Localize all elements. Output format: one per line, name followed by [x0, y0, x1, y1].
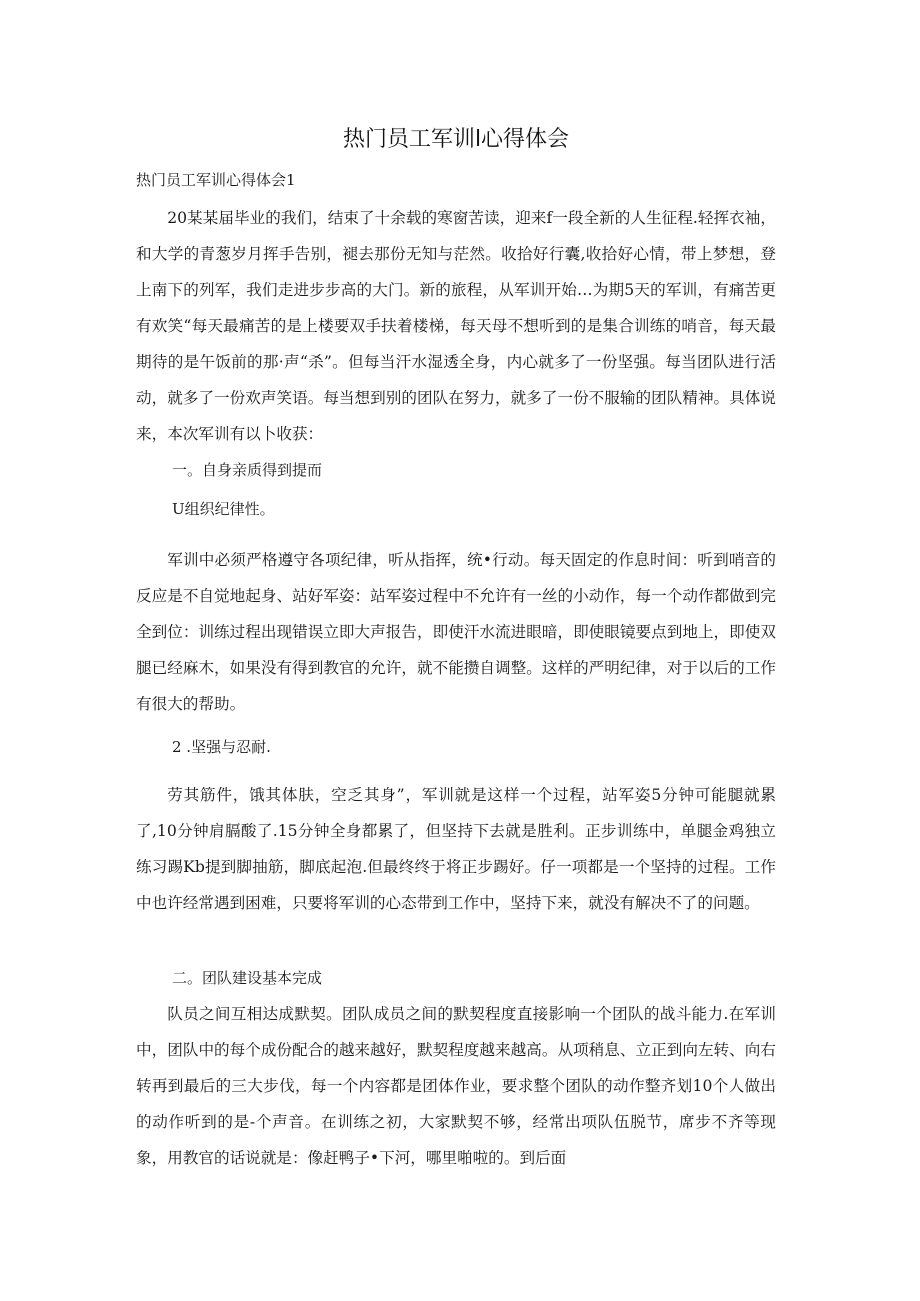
paragraph-discipline: 军训中必须严格遵守各项纪律，听从指挥，统•行动。每天固定的作息时间：听到哨音的反应是不自觉地起身、站好军姿：站军姿过程中不允许有一丝的小动作，每一个动作都做到完全到位：训练过程出现错误立即大声报告，即使汗水流进眼暗，即使眼镜要点到地上，即使双腿已经麻木，如果没有得到教官的允许，就不能攒自调整。这样的严明纪律，对于以后的工作有很大的帮助。	[136, 551, 776, 713]
paragraph-team: 队员之间互相达成默契。团队成员之间的默契程度直接影响一个团队的战斗能力.在军训中，团队中的每个成份配合的越来越好，默契程度越来越高。从项稍息、立正到向左转、向右转再到最后的三大步伐，每一个内容都是团体作业，要求整个团队的动作整齐划10个人做出的动作听到的是-个声音。在训练之初，大家默契不够，经常出项队伍脱节，席步不齐等现象，用教官的话说就是：像赶鸭子•下河，哪里啪啦的。到后面	[136, 1005, 776, 1167]
document-subtitle: 热门员工军训心得体会1	[136, 171, 296, 189]
paragraph-intro: 20某某届毕业的我们，结束了十余载的寒窗苦读，迎来f一段全新的人生征程.轻挥衣袖，和大学的青葱岁月挥手告别，褪去那份无知与茫然。收拾好行囊,收拾好心情，带上梦想，登上南下的列军，我们走进步步高的大门。新的旅程，从军训开始…为期5天的军训，有痛苦更有欢笑“每天最痛苦的是上楼要双手扶着楼梯，每天母不想听到的是集合训练的哨音，每天最期待的是午饭前的那·声“杀”。但每当汗水湿透全身，内心就多了一份坚强。每当团队进行活动，就多了一份欢声笑语。每当想到别的团队在努力，就多了一份不服输的团队精神。具体说来，本次军训有以卜收获：	[136, 209, 776, 443]
paragraph-persistence: 劳其筋件，饿其体肤，空乏其身”，军训就是这样一个过程，站军姿5分钟可能腿就累了,10分钟肩膈酸了.15分钟全身都累了，但坚持下去就是胜利。正步训练中，单腿金鸡独立练习踢Kb提到脚抽筋，脚底起泡.但最终终于将正步踢好。仔一项都是一个坚持的过程。工作中也许经常遇到困难，只要将军训的心态带到工作中，坚持下来，就没有解决不了的问题。	[136, 786, 776, 912]
heading-persistence: 2 .坚强与忍耐.	[172, 738, 271, 756]
heading-discipline: U组织纪律性。	[172, 500, 275, 518]
heading-section-1: 一。自身亲质得到提而	[172, 461, 323, 479]
document-page	[136, 0, 776, 1301]
heading-section-2: 二。团队建设基本完成	[172, 969, 323, 987]
document-title: 热门员工军训l心得体会	[342, 127, 570, 152]
